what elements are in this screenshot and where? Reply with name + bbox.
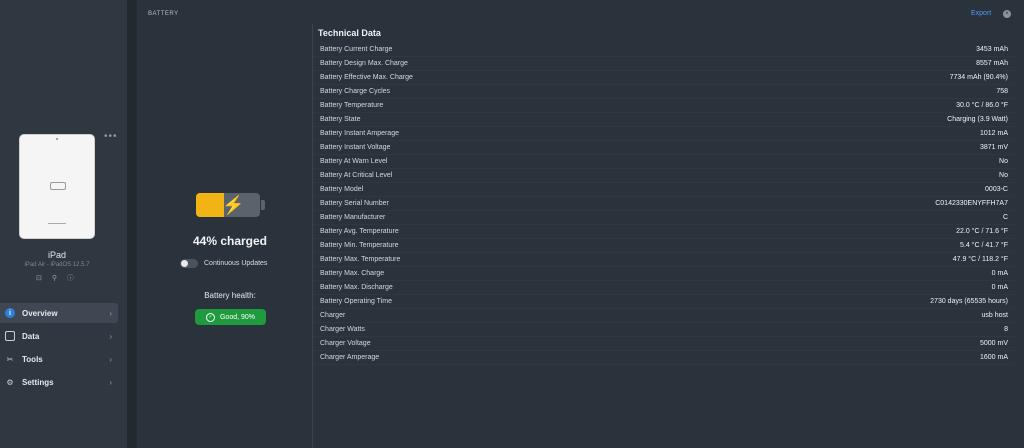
sidebar-item-label: Data [22, 331, 40, 341]
tools-icon: ✂ [6, 354, 14, 364]
technical-data-key: Battery Charge Cycles [320, 88, 391, 95]
chevron-right-icon: › [109, 377, 112, 387]
table-row [313, 155, 1015, 169]
device-status-icons: ⊡ ⚲ ⓘ [36, 275, 78, 282]
technical-data-key: Battery Temperature [320, 102, 384, 109]
technical-data-value: 3871 mV [979, 144, 1008, 151]
sidebar-item-label: Overview [22, 308, 58, 318]
sidebar-nav [0, 303, 118, 395]
technical-data-key: Battery State [320, 116, 361, 123]
technical-data-key: Battery Max. Temperature [320, 256, 401, 263]
technical-data-value: No [999, 172, 1008, 179]
technical-data-value: No [999, 158, 1008, 165]
technical-data-value: 7734 mAh (90.4%) [949, 74, 1008, 81]
technical-data-value: 47.9 °C / 118.2 °F [952, 256, 1008, 263]
battery-health-value: Good, 90% [219, 313, 256, 321]
technical-data-key: Charger Amperage [320, 354, 380, 361]
technical-data-key: Battery Min. Temperature [320, 242, 399, 249]
sidebar-item-label: Tools [22, 354, 43, 364]
technical-data-value: usb host [981, 312, 1008, 319]
technical-data-value: 22.0 °C / 71.6 °F [956, 228, 1008, 235]
square-icon [5, 331, 15, 341]
gear-icon: ⚙ [6, 377, 14, 387]
table-row [313, 239, 1015, 253]
technical-data-key: Charger [320, 312, 346, 319]
toggle-knob [181, 260, 188, 267]
technical-data-value: 8 [1004, 326, 1008, 333]
technical-data-key: Battery Serial Number [320, 200, 389, 207]
device-screen-line [48, 223, 66, 224]
section-title: BATTERY [148, 11, 179, 17]
technical-data-value: C0142330ENYFFH7A7 [935, 200, 1008, 207]
technical-data-value: Charging (3.9 Watt) [947, 116, 1008, 123]
table-row [313, 295, 1015, 309]
sidebar [0, 0, 127, 448]
table-row [313, 323, 1015, 337]
sidebar-resize-handle[interactable] [127, 0, 137, 448]
table-row [313, 211, 1015, 225]
device-camera-dot [56, 138, 58, 140]
technical-data-key: Battery Operating Time [320, 298, 392, 305]
technical-data-key: Battery At Critical Level [320, 172, 393, 179]
table-row [313, 113, 1015, 127]
technical-data-value: 2730 days (65535 hours) [930, 298, 1008, 305]
table-row [313, 337, 1015, 351]
technical-data-key: Battery Model [320, 186, 364, 193]
technical-data-key: Battery Design Max. Charge [320, 60, 408, 67]
technical-data-value: 8557 mAh [976, 60, 1008, 67]
table-row [313, 197, 1015, 211]
device-thumbnail[interactable] [20, 135, 94, 238]
close-icon[interactable]: × [1003, 10, 1011, 18]
technical-data-key: Battery Instant Amperage [320, 130, 399, 137]
technical-data-key: Charger Voltage [320, 340, 371, 347]
continuous-updates-toggle[interactable] [180, 259, 198, 268]
table-row [313, 351, 1015, 365]
table-row [313, 99, 1015, 113]
technical-data-value: 5.4 °C / 41.7 °F [959, 242, 1008, 249]
sidebar-item-overview[interactable] [0, 303, 118, 323]
technical-data-key: Battery Instant Voltage [320, 144, 391, 151]
battery-health-badge [195, 309, 266, 325]
table-row [313, 127, 1015, 141]
technical-data-value: 758 [996, 88, 1008, 95]
table-row [313, 183, 1015, 197]
technical-data-key: Battery Effective Max. Charge [320, 74, 413, 81]
info-icon: i [5, 308, 15, 318]
technical-data-key: Battery Max. Charge [320, 270, 385, 277]
technical-data-value: 5000 mV [979, 340, 1008, 347]
sidebar-item-label: Settings [22, 377, 54, 387]
technical-data-table [313, 43, 1015, 365]
table-row [313, 267, 1015, 281]
table-row [313, 71, 1015, 85]
table-row [313, 85, 1015, 99]
sidebar-item-data[interactable] [0, 326, 118, 346]
technical-data-value: 0003-C [985, 186, 1008, 193]
technical-data-value: 0 mA [991, 270, 1008, 277]
chevron-right-icon: › [109, 331, 112, 341]
check-circle-icon: ✓ [206, 313, 215, 322]
technical-data-value: 0 mA [991, 284, 1008, 291]
export-button[interactable]: Export [971, 10, 992, 17]
charging-bolt-icon: ⚡ [222, 195, 245, 215]
table-row [313, 309, 1015, 323]
technical-data-value: 3453 mAh [976, 46, 1008, 53]
table-row [313, 253, 1015, 267]
device-more-button[interactable]: ••• [104, 131, 118, 142]
device-name: iPad [47, 250, 66, 260]
technical-data-value: 30.0 °C / 86.0 °F [956, 102, 1008, 109]
table-row [313, 281, 1015, 295]
technical-data-key: Battery Manufacturer [320, 214, 386, 221]
device-screen-logo-icon [50, 182, 66, 190]
battery-health-label: Battery health: [204, 291, 256, 300]
table-row [313, 141, 1015, 155]
technical-data-value: C [1002, 214, 1008, 221]
technical-data-value: 1600 mA [979, 354, 1008, 361]
table-row [313, 57, 1015, 71]
sidebar-item-settings[interactable] [0, 372, 118, 392]
device-subtitle: iPad Air - iPadOS 12.5.7 [24, 262, 90, 268]
battery-charged-text: 44% charged [192, 234, 268, 248]
table-row [313, 169, 1015, 183]
technical-data-key: Battery Avg. Temperature [320, 228, 399, 235]
table-row [313, 43, 1015, 57]
battery-cap [261, 200, 265, 210]
technical-data-value: 1012 mA [979, 130, 1008, 137]
continuous-updates-label: Continuous Updates [204, 260, 268, 267]
sidebar-item-tools[interactable] [0, 349, 118, 369]
technical-data-key: Charger Watts [320, 326, 365, 333]
technical-data-key: Battery At Warn Level [320, 158, 388, 165]
technical-data-key: Battery Max. Discharge [320, 284, 393, 291]
chevron-right-icon: › [109, 308, 112, 318]
table-row [313, 225, 1015, 239]
technical-data-key: Battery Current Charge [320, 46, 393, 53]
battery-charge-fill [196, 193, 224, 217]
chevron-right-icon: › [109, 354, 112, 364]
technical-data-title: Technical Data [318, 28, 381, 38]
